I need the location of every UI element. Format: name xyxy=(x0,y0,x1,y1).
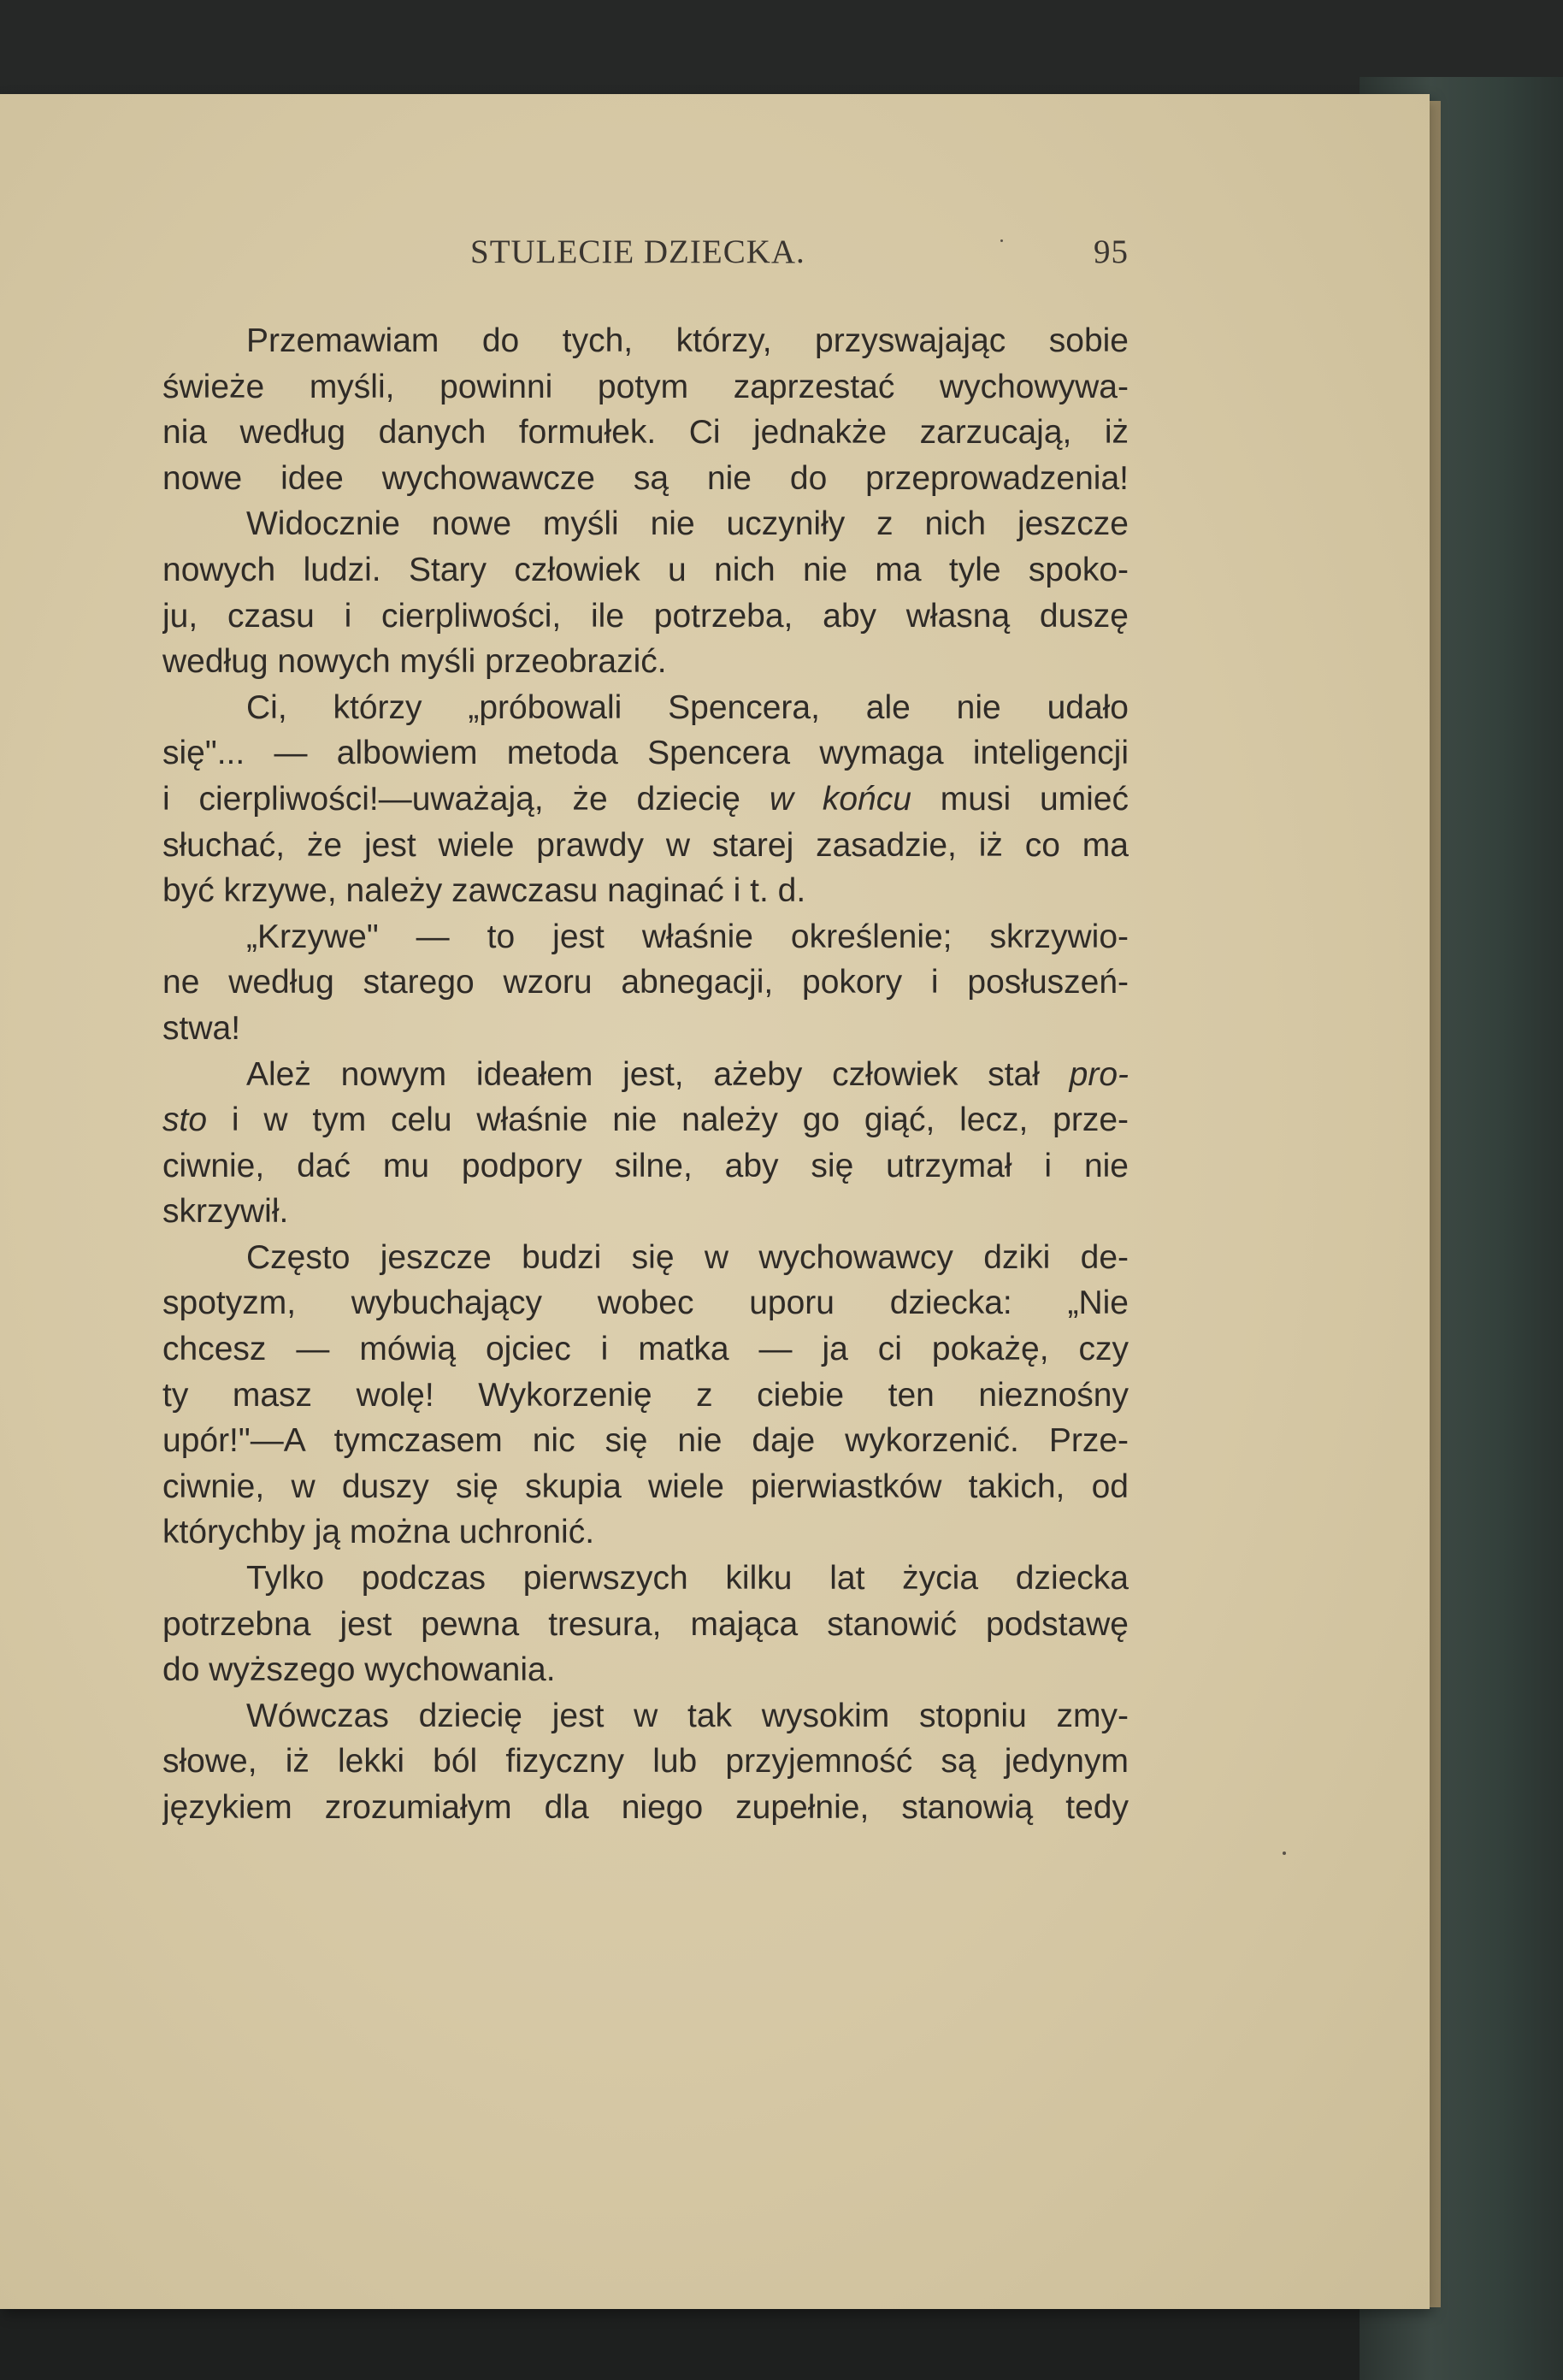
text-line: do wyższego wychowania. xyxy=(162,1651,556,1689)
paragraph-3 xyxy=(162,914,1129,1052)
text-line xyxy=(162,1097,1129,1143)
text-line: ty masz wolę! Wykorzenię z ciebie ten nieznośny xyxy=(162,1376,1129,1414)
text-line: się"... — albowiem metoda Spencera wymaga inteligencji xyxy=(162,735,1129,772)
paragraph-2 xyxy=(162,685,1129,914)
page-header xyxy=(162,233,1129,292)
text-segment: Ależ nowym ideałem jest, ażeby człowiek stał xyxy=(246,1055,1040,1093)
text-line: świeże myśli, powinni potym zaprzestać wychowywa- xyxy=(162,368,1129,405)
italic-text: sto xyxy=(162,1101,208,1139)
body-text xyxy=(162,318,1129,1831)
text-line xyxy=(162,777,1129,823)
paper-fleck xyxy=(1000,239,1003,242)
text-line: językiem zrozumiałym dla niego zupełnie, stanowią tedy xyxy=(162,1789,1129,1826)
text-line: Widocznie nowe myśli nie uczyniły z nich jeszcze xyxy=(246,505,1129,543)
text-line: którychby ją można uchronić. xyxy=(162,1514,595,1551)
text-line: według nowych myśli przeobrazić. xyxy=(162,643,667,681)
italic-text: w końcu xyxy=(769,780,911,818)
text-line: upór!"—A tymczasem nic się nie daje wykorzenić. Prze- xyxy=(162,1422,1129,1460)
paragraph-4 xyxy=(162,1052,1129,1235)
paragraph-6 xyxy=(162,1556,1129,1693)
paragraph-7 xyxy=(162,1693,1129,1831)
text-line: spotyzm, wybuchający wobec uporu dziecka: „Nie xyxy=(162,1284,1129,1322)
text-segment: i cierpliwości!—uważają, że dziecię xyxy=(162,780,740,818)
text-line: „Krzywe" — to jest właśnie określenie; skrzywio- xyxy=(246,918,1129,955)
text-line: skrzywił. xyxy=(162,1193,289,1231)
text-line: potrzebna jest pewna tresura, mająca stanowić podstawę xyxy=(162,1605,1129,1643)
text-line: nowe idee wychowawcze są nie do przeprowadzenia! xyxy=(162,459,1129,497)
text-segment: musi umieć xyxy=(940,780,1129,818)
text-line: stwa! xyxy=(162,1009,241,1047)
text-line: nowych ludzi. Stary człowiek u nich nie ma tyle spoko- xyxy=(162,551,1129,588)
paragraph-5 xyxy=(162,1235,1129,1556)
italic-text: pro- xyxy=(1069,1055,1129,1093)
text-line: ju, czasu i cierpliwości, ile potrzeba, aby własną duszę xyxy=(162,597,1129,635)
paper-fleck xyxy=(1283,1851,1286,1855)
text-line xyxy=(162,1052,1129,1098)
text-line: chcesz — mówią ojciec i matka — ja ci pokażę, czy xyxy=(162,1331,1129,1368)
text-line: Tylko podczas pierwszych kilku lat życia dziecka xyxy=(246,1560,1129,1597)
text-segment: i w tym celu właśnie nie należy go giąć, lecz, prze- xyxy=(231,1101,1129,1139)
text-line: słowe, iż lekki ból fizyczny lub przyjemność są jedynym xyxy=(162,1743,1129,1781)
text-line: nia według danych formułek. Ci jednakże zarzucają, iż xyxy=(162,414,1129,452)
page-number: 95 xyxy=(1094,233,1129,270)
text-line: ciwnie, dać mu podpory silne, aby się utrzymał i nie xyxy=(162,1147,1129,1184)
text-line: Ci, którzy „próbowali Spencera, ale nie udało xyxy=(246,688,1129,726)
text-line: ciwnie, w duszy się skupia wiele pierwiastków takich, od xyxy=(162,1468,1129,1505)
paragraph-1 xyxy=(162,318,1129,685)
text-line: Przemawiam do tych, którzy, przyswajając sobie xyxy=(246,322,1129,359)
text-line: Wówczas dziecię jest w tak wysokim stopniu zmy- xyxy=(246,1697,1129,1734)
text-line: być krzywe, należy zawczasu naginać i t. d. xyxy=(162,872,806,910)
running-head: STULECIE DZIECKA. xyxy=(470,233,805,270)
text-line: ne według starego wzoru abnegacji, pokory i posłuszeń- xyxy=(162,964,1129,1001)
text-line: Często jeszcze budzi się w wychowawcy dziki de- xyxy=(246,1238,1129,1276)
text-line: słuchać, że jest wiele prawdy w starej zasadzie, iż co ma xyxy=(162,826,1129,864)
